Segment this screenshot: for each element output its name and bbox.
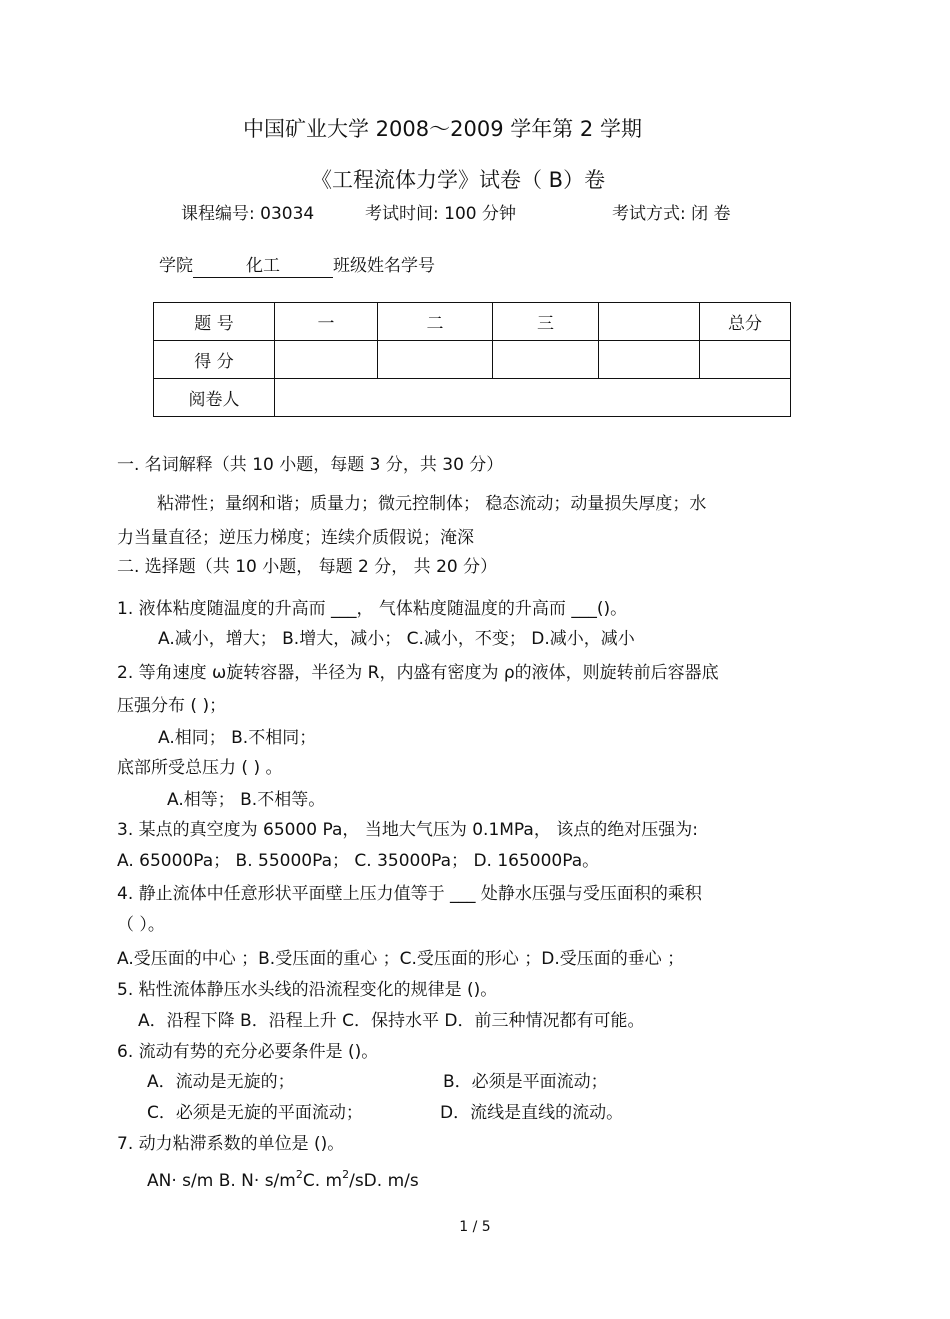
- score-table-score-row: [154, 341, 791, 379]
- score-table-grader-row: [154, 379, 791, 417]
- student-info: [159, 255, 435, 278]
- superscript-2: 2: [342, 1168, 350, 1181]
- q7-option-ab: AN· s/m B. N· s/m: [147, 1171, 296, 1191]
- score-cell: [275, 341, 378, 379]
- score-cell: 三: [493, 303, 599, 341]
- q7-option-d: /sD. m/s: [349, 1171, 419, 1191]
- q7-option-c: C. m: [302, 1171, 343, 1191]
- college-value: 化工: [193, 255, 333, 278]
- question-2-options: A.相同； B.不相同；: [158, 728, 317, 748]
- score-cell: 总分: [700, 303, 791, 341]
- score-cell: 二: [378, 303, 493, 341]
- score-row-label: 得 分: [154, 341, 275, 379]
- question-2-line3: 底部所受总压力 ( ) 。: [117, 758, 283, 778]
- grader-cell: [275, 379, 791, 417]
- exam-method: 考试方式: 闭 卷: [612, 204, 731, 224]
- score-cell: 题 号: [154, 303, 275, 341]
- score-cell: 一: [275, 303, 378, 341]
- exam-time: 考试时间: 100 分钟: [365, 204, 516, 224]
- question-5-options: A．沿程下降 B．沿程上升 C．保持水平 D．前三种情况都有可能。: [138, 1011, 645, 1031]
- section2-heading: 二. 选择题（共 10 小题， 每题 2 分， 共 20 分）: [117, 557, 498, 577]
- section1-terms-line2: 力当量直径；逆压力梯度；连续介质假说；淹深: [117, 528, 474, 548]
- question-1-options: A.减小，增大； B.增大，减小； C.减小，不变； D.减小，减小: [158, 629, 635, 649]
- score-cell: [700, 341, 791, 379]
- score-cell: [599, 341, 700, 379]
- question-2-options2: A.相等； B.不相等。: [167, 790, 326, 810]
- score-cell: [493, 341, 599, 379]
- question-5: 5. 粘性流体静压水头线的沿流程变化的规律是 ()。: [117, 980, 498, 1000]
- superscript-2: 2: [295, 1168, 303, 1181]
- question-4-line1: 4. 静止流体中任意形状平面壁上压力值等于 ___ 处静水压强与受压面积的乘积: [117, 884, 702, 904]
- question-7: 7. 动力粘滞系数的单位是 ()。: [117, 1134, 345, 1154]
- question-6-option-d: D．流线是直线的流动。: [440, 1103, 624, 1123]
- question-3: 3. 某点的真空度为 65000 Pa， 当地大气压为 0.1MPa， 该点的绝对压强为:: [117, 820, 698, 840]
- exam-title-line1: 中国矿业大学 2008～2009 学年第 2 学期: [243, 117, 642, 141]
- question-2-line2: 压强分布 ( )；: [117, 696, 227, 716]
- class-name-id-label: 班级姓名学号: [333, 256, 435, 276]
- section1-heading: 一. 名词解释（共 10 小题，每题 3 分，共 30 分）: [117, 455, 504, 475]
- page-number: 1 / 5: [459, 1219, 491, 1235]
- question-6-option-b: B．必须是平面流动；: [443, 1072, 608, 1092]
- question-2-line1: 2. 等角速度 ω旋转容器，半径为 R，内盛有密度为 ρ的液体，则旋转前后容器底: [117, 663, 719, 683]
- exam-title-line2: 《工程流体力学》试卷（ B）卷: [311, 168, 606, 192]
- question-6-option-a: A．流动是无旋的；: [147, 1072, 295, 1092]
- question-6: 6. 流动有势的充分必要条件是 ()。: [117, 1042, 379, 1062]
- question-4-line2: （ ）。: [117, 915, 165, 935]
- question-3-options: A. 65000Pa； B. 55000Pa； C. 35000Pa； D. 165000Pa。: [117, 851, 600, 871]
- score-table: [153, 302, 791, 417]
- college-label: 学院: [159, 256, 193, 276]
- course-code: 课程编号: 03034: [181, 204, 315, 224]
- question-6-option-c: C．必须是无旋的平面流动；: [147, 1103, 363, 1123]
- grader-row-label: 阅卷人: [154, 379, 275, 417]
- score-cell: [378, 341, 493, 379]
- section1-terms-line1: 粘滞性；量纲和谐；质量力；微元控制体； 稳态流动；动量损失厚度；水: [157, 494, 707, 514]
- score-cell: [599, 303, 700, 341]
- question-4-options: A.受压面的中心 ；B.受压面的重心 ；C.受压面的形心 ；D.受压面的垂心 ；: [117, 949, 685, 969]
- question-7-options: [147, 1164, 419, 1192]
- question-1: 1. 液体粘度随温度的升高而 ___， 气体粘度随温度的升高而 ___()。: [117, 599, 628, 619]
- score-table-header-row: [154, 303, 791, 341]
